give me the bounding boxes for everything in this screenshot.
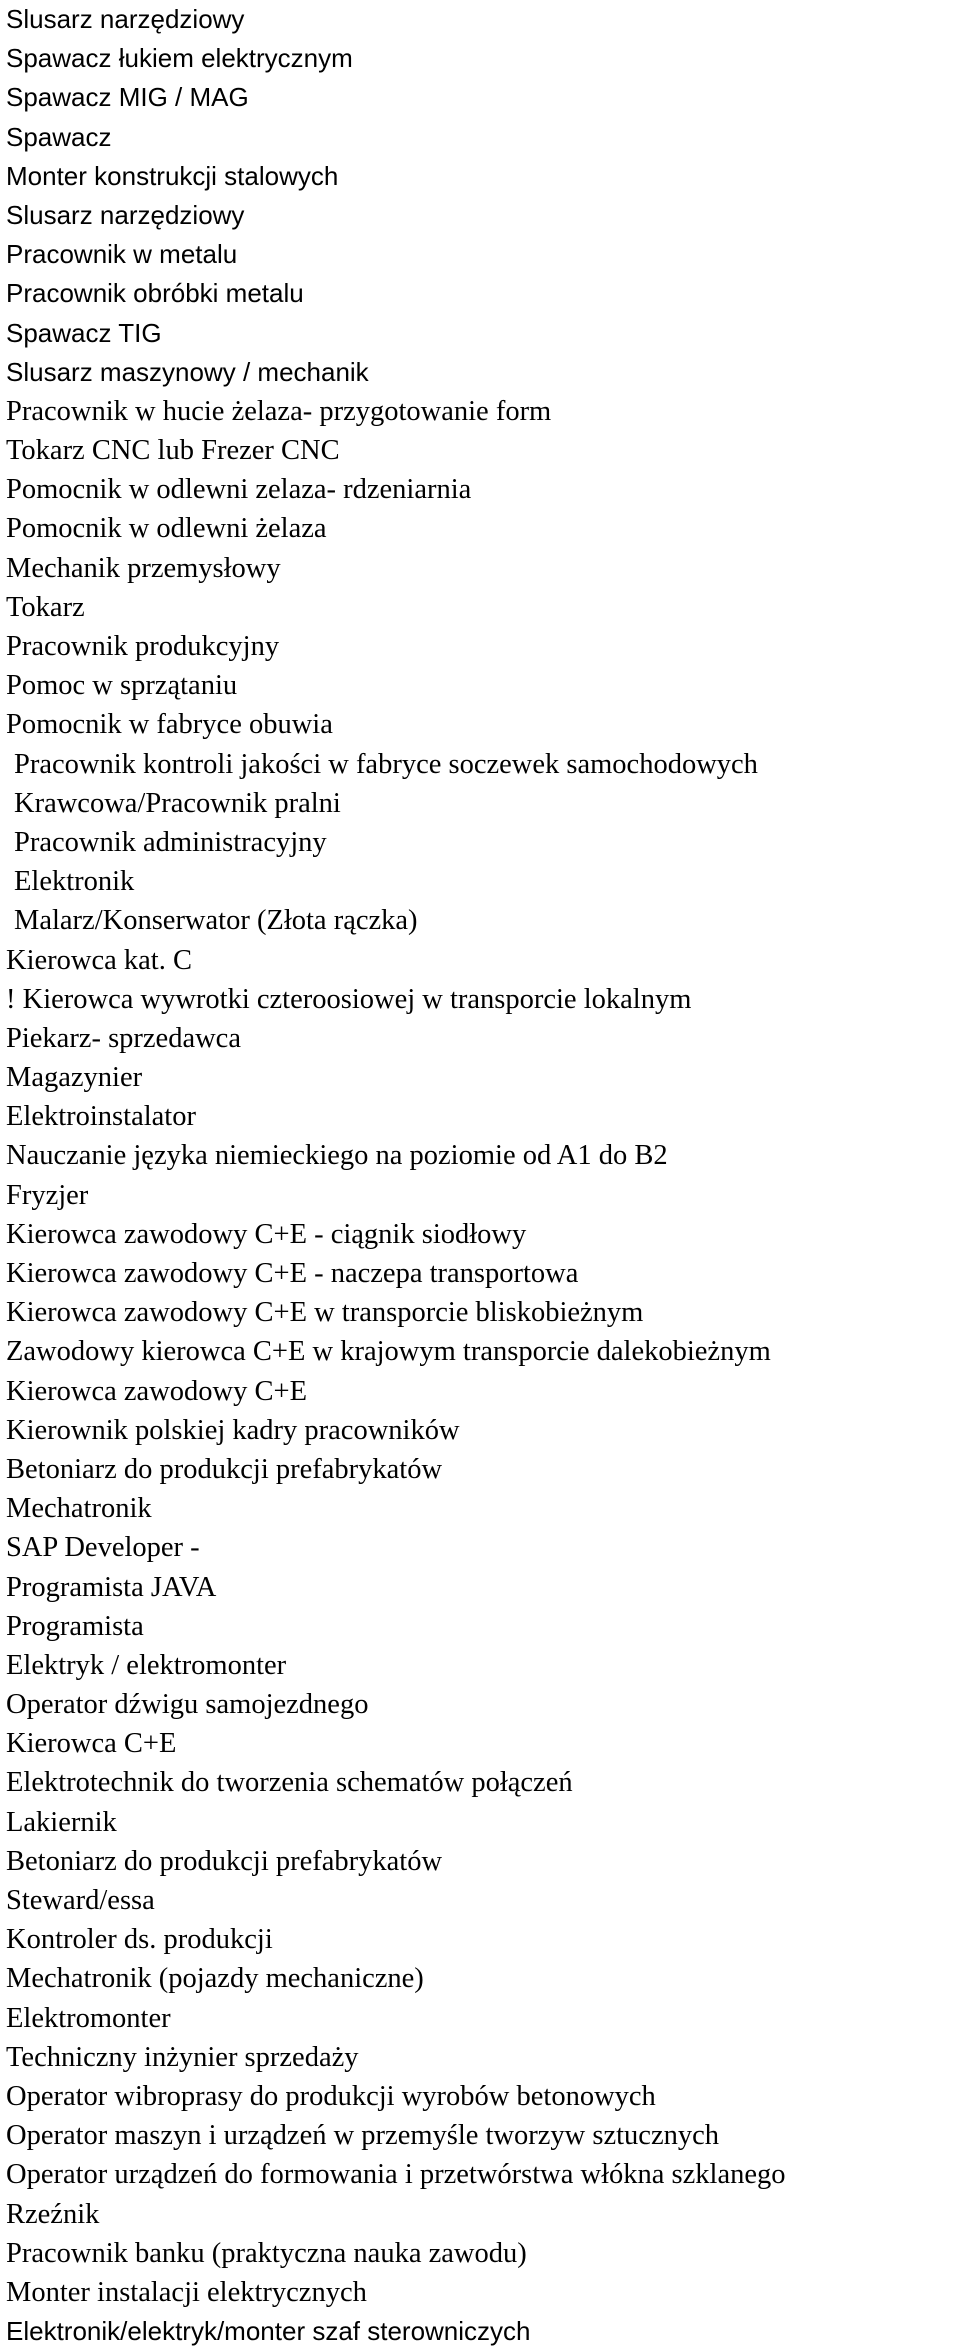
job-title-line: Techniczny inżynier sprzedaży xyxy=(6,2041,359,2073)
job-title-line: Slusarz maszynowy / mechanik xyxy=(6,356,369,387)
job-title-line: Spawacz MIG / MAG xyxy=(6,82,249,113)
job-title-line: Programista xyxy=(6,1610,144,1642)
job-title-line: Mechatronik xyxy=(6,1493,152,1525)
job-title-line: Pracownik w metalu xyxy=(6,239,238,270)
job-title-line: Betoniarz do produkcji prefabrykatów xyxy=(6,1845,443,1877)
job-title-line: Elektroinstalator xyxy=(6,1101,196,1133)
job-title-line: Betoniarz do produkcji prefabrykatów xyxy=(6,1453,443,1485)
job-title-line: Pracownik kontroli jakości w fabryce soczewek samochodowych xyxy=(14,748,758,780)
job-title-line: Zawodowy kierowca C+E w krajowym transporcie dalekobieżnym xyxy=(6,1336,771,1368)
job-title-line: Pomocnik w odlewni żelaza xyxy=(6,513,327,545)
job-title-line: Operator urządzeń do formowania i przetwórstwa włókna szklanego xyxy=(6,2159,786,2191)
job-title-line: Programista JAVA xyxy=(6,1571,217,1603)
job-title-line: Slusarz narzędziowy xyxy=(6,4,245,34)
job-title-line: Pracownik obróbki metalu xyxy=(6,278,304,309)
job-title-line: Magazynier xyxy=(6,1062,143,1094)
job-title-line: Lakiernik xyxy=(6,1806,117,1838)
job-title-line: SAP Developer - xyxy=(6,1532,200,1564)
job-title-line: Malarz/Konserwator (Złota rączka) xyxy=(14,905,418,937)
job-title-line: Monter konstrukcji stalowych xyxy=(6,160,339,191)
job-title-line: Pracownik produkcyjny xyxy=(6,631,280,662)
job-title-line: Spawacz xyxy=(6,121,112,152)
job-title-line: Spawacz łukiem elektrycznym xyxy=(6,43,353,74)
job-title-line: Kontroler ds. produkcji xyxy=(6,1924,273,1956)
job-title-line: Piekarz- sprzedawca xyxy=(6,1022,241,1054)
job-title-line: Operator maszyn i urządzeń w przemyśle tworzyw sztucznych xyxy=(6,2120,720,2152)
job-title-line: Operator wibroprasy do produkcji wyrobów betonowych xyxy=(6,2080,656,2112)
job-title-line: Pracownik administracyjny xyxy=(14,826,327,858)
job-title-line: Elektryk / elektromonter xyxy=(6,1649,287,1681)
job-title-line: Pracownik banku (praktyczna nauka zawodu) xyxy=(6,2237,527,2269)
job-title-line: Kierowca zawodowy C+E - ciągnik siodłowy xyxy=(6,1218,527,1250)
job-title-line: Spawacz TIG xyxy=(6,317,162,348)
job-title-line: Mechatronik (pojazdy mechaniczne) xyxy=(6,1963,424,1995)
job-title-line: Fryzjer xyxy=(6,1179,89,1211)
job-title-line: Kierowca kat. C xyxy=(6,944,192,976)
job-title-line: Rzeźnik xyxy=(6,2198,100,2230)
job-title-line: Pomocnik w fabryce obuwia xyxy=(6,709,333,741)
job-title-line: Slusarz narzędziowy xyxy=(6,199,245,230)
job-title-line: Kierowca zawodowy C+E xyxy=(6,1375,307,1407)
job-title-line: Elektrotechnik do tworzenia schematów połączeń xyxy=(6,1767,573,1799)
job-title-line: Pomocnik w odlewni zelaza- rdzeniarnia xyxy=(6,474,472,506)
job-title-line: Elektronik/elektryk/monter szaf sterowniczych xyxy=(6,2316,531,2347)
job-title-line: Kierowca zawodowy C+E w transporcie bliskobieżnym xyxy=(6,1297,644,1329)
job-title-line: Elektronik xyxy=(14,866,135,898)
job-title-line: Krawcowa/Pracownik pralni xyxy=(14,787,341,819)
job-title-line: ! Kierowca wywrotki czteroosiowej w transporcie lokalnym xyxy=(6,983,692,1015)
job-title-line: Nauczanie języka niemieckiego na poziomie od A1 do B2 xyxy=(6,1140,668,1172)
job-title-line: Kierownik polskiej kadry pracowników xyxy=(6,1414,460,1446)
job-title-line: Mechanik przemysłowy xyxy=(6,552,281,584)
job-title-list xyxy=(6,0,956,2351)
job-title-line: Kierowca C+E xyxy=(6,1728,177,1760)
job-title-line: Elektromonter xyxy=(6,2002,171,2034)
job-title-line: Pracownik w hucie żelaza- przygotowanie form xyxy=(6,395,552,427)
job-title-line: Tokarz xyxy=(6,591,85,623)
job-title-line: Monter instalacji elektrycznych xyxy=(6,2276,367,2308)
job-title-line: Steward/essa xyxy=(6,1885,155,1916)
job-title-line: Pomoc w sprzątaniu xyxy=(6,670,238,702)
job-title-line: Operator dźwigu samojezdnego xyxy=(6,1689,369,1721)
job-title-line: Kierowca zawodowy C+E - naczepa transportowa xyxy=(6,1258,579,1289)
job-title-line: Tokarz CNC lub Frezer CNC xyxy=(6,435,340,467)
